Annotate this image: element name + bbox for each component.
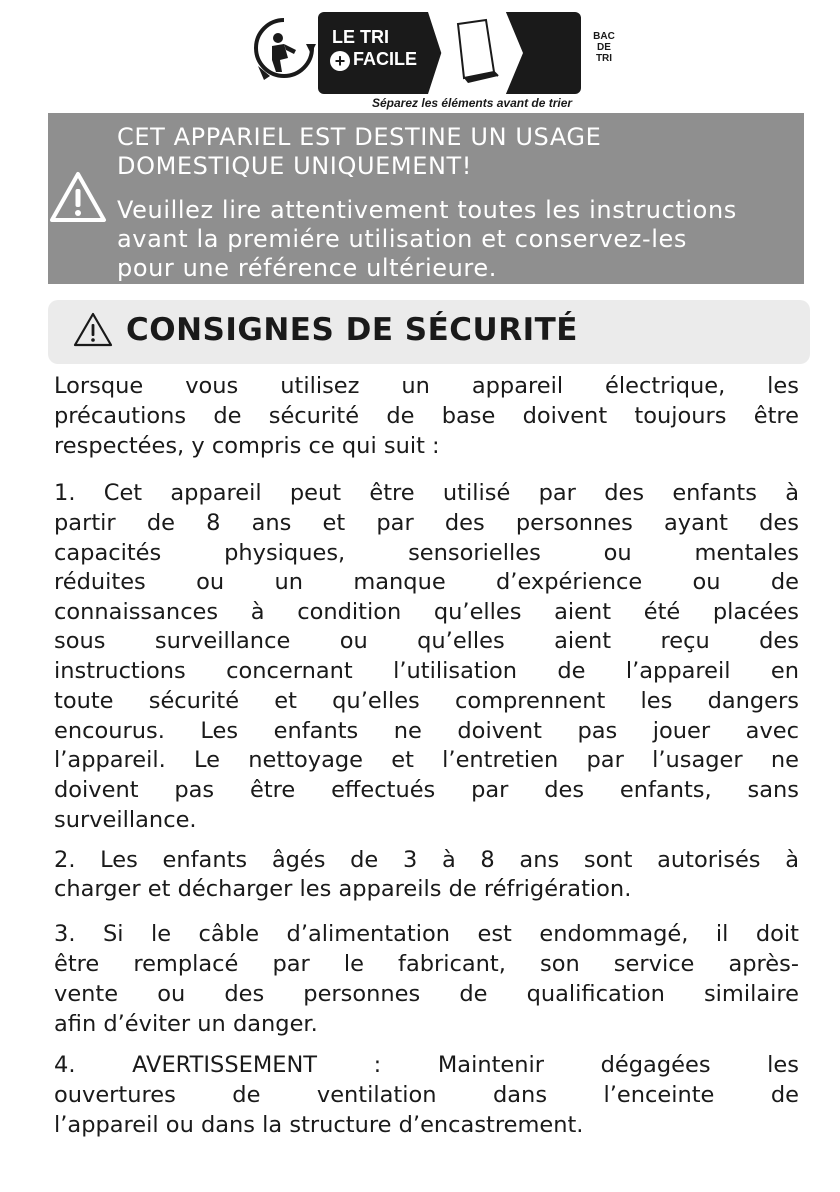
item-1-line: 1. Cet appareil peut être utilisé par des enfants à — [54, 480, 799, 506]
safety-section-header — [48, 300, 810, 364]
paper-icon — [428, 12, 523, 94]
warning-body-line: avant la premiére utilisation et conservez-les — [117, 225, 687, 253]
intro-line: Lorsque vous utilisez un appareil électrique, les — [54, 373, 799, 399]
warning-body-line: Veuillez lire attentivement toutes les instructions — [117, 196, 737, 224]
tri-label-1: LE TRI — [332, 27, 389, 47]
item-4-line: 4. AVERTISSEMENT : Maintenir dégagées les — [54, 1052, 799, 1078]
item-1-line: l’appareil. Le nettoyage et l’entretien par l’usager ne — [54, 747, 799, 773]
triman-icon — [250, 14, 318, 90]
item-2-line: 2. Les enfants âgés de 3 à 8 ans sont autorisés à — [54, 847, 799, 873]
warning-body-line: pour une référence ultérieure. — [117, 254, 497, 282]
item-1-line: capacités physiques, sensorielles ou mentales — [54, 540, 799, 566]
item-1-line: connaissances à condition qu’elles aient été placées — [54, 599, 799, 625]
domestic-use-warning-box — [48, 113, 804, 284]
item-3-line: vente ou des personnes de qualification similaire — [54, 981, 799, 1007]
item-1-line: partir de 8 ans et par des personnes ayant des — [54, 510, 799, 536]
bin-label-line: DE — [597, 42, 611, 53]
bin-label-line: BAC — [593, 31, 615, 42]
item-4-line: ouvertures de ventilation dans l’enceinte de — [54, 1082, 799, 1108]
warning-title-line: DOMESTIQUE UNIQUEMENT! — [117, 152, 472, 180]
plus-icon: + — [330, 51, 350, 71]
tri-facile-badge — [318, 12, 615, 94]
item-1-line: réduites ou un manque d’expérience ou de — [54, 569, 799, 595]
item-1-line: sous surveillance ou qu’elles aient reçu des — [54, 628, 799, 654]
item-3-line: 3. Si le câble d’alimentation est endommagé, il doit — [54, 921, 799, 947]
item-3-line: être remplacé par le fabricant, son service après- — [54, 951, 799, 977]
item-1-line: doivent pas être effectués par des enfants, sans — [54, 777, 799, 803]
section-title: CONSIGNES DE SÉCURITÉ — [126, 312, 578, 348]
bin-label-line: TRI — [595, 53, 613, 64]
recycling-logo-block — [250, 10, 615, 110]
item-1-line: instructions concernant l’utilisation de l’appareil en — [54, 658, 799, 684]
item-1-line: toute sécurité et qu’elles comprennent les dangers — [54, 688, 799, 714]
item-4-line: l’appareil ou dans la structure d’encastrement. — [54, 1112, 584, 1138]
separator-note: Séparez les éléments avant de trier — [372, 96, 573, 110]
intro-line: respectées, y compris ce qui suit : — [54, 433, 440, 459]
warning-title-line: CET APPARIEL EST DESTINE UN USAGE — [117, 123, 602, 151]
item-1-line: encourus. Les enfants ne doivent pas jouer avec — [54, 718, 799, 744]
warning-triangle-icon — [48, 170, 108, 224]
item-2-line: charger et décharger les appareils de réfrigération. — [54, 876, 632, 902]
item-3-line: afin d’éviter un danger. — [54, 1011, 318, 1037]
warning-triangle-icon — [73, 312, 113, 348]
intro-line: précautions de sécurité de base doivent toujours être — [54, 403, 799, 429]
item-1-line: surveillance. — [54, 807, 197, 833]
paper-zone — [428, 12, 523, 94]
tri-label-2: FACILE — [353, 49, 418, 69]
